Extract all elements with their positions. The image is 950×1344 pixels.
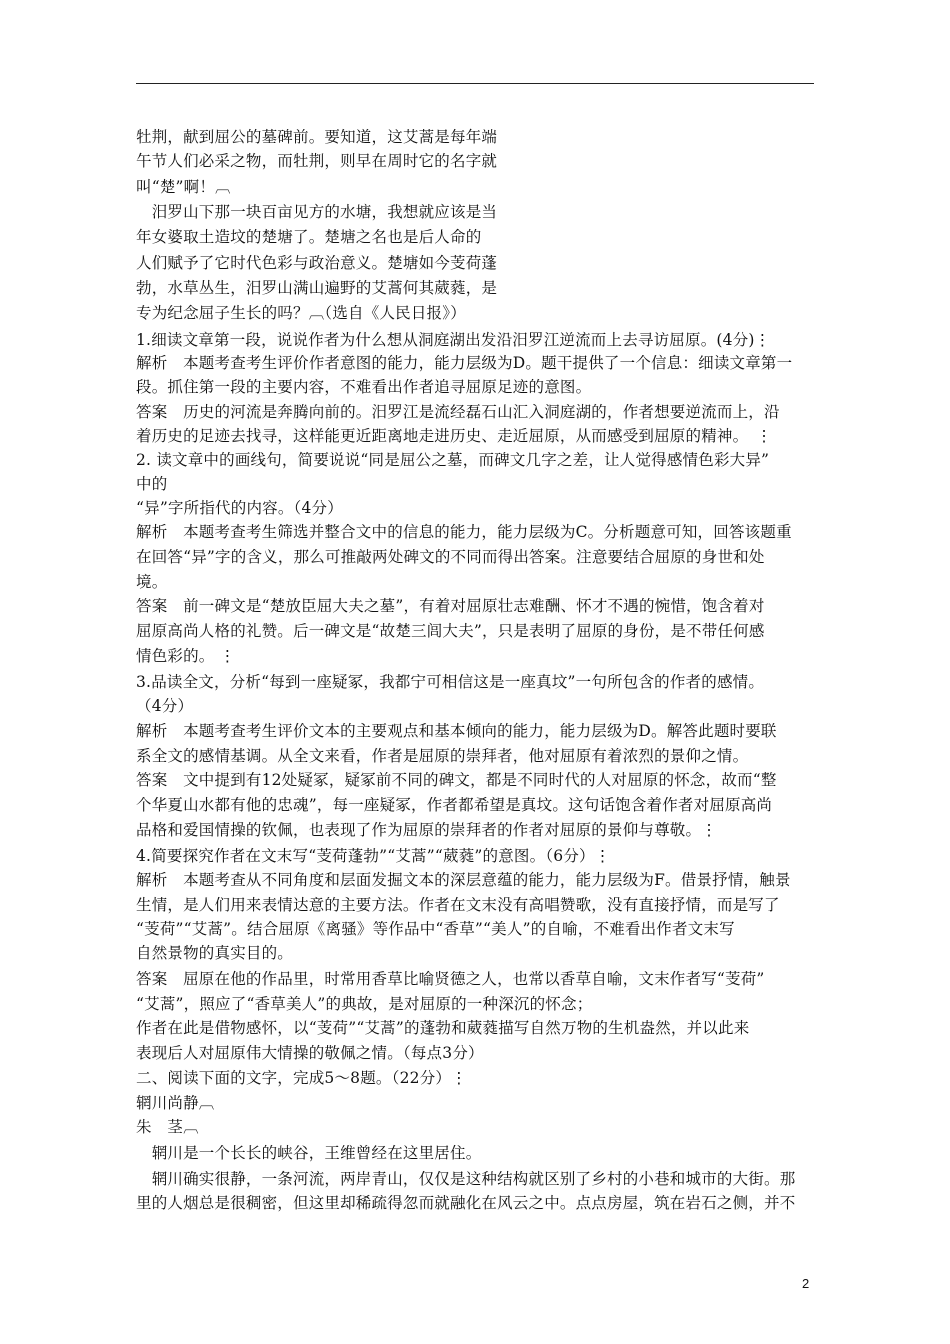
text-line: 里的人烟总是很稠密，但这里却稀疏得忽而就融化在风云之中。点点房屋，筑在岩石之侧，并不 xyxy=(136,1194,796,1212)
page-number: 2 xyxy=(802,1276,810,1291)
header-rule xyxy=(136,83,814,84)
text-line: （4分） xyxy=(136,697,194,715)
text-line: 叫“楚”啊！︹ xyxy=(136,178,231,196)
text-line: 解析 本题考查考生评价文本的主要观点和基本倾向的能力，能力层级为D。解答此题时要联 xyxy=(136,722,777,740)
text-line: 答案 文中提到有12处疑冢，疑冢前不同的碑文，都是不同时代的人对屈原的怀念，故而“整 xyxy=(136,771,777,789)
text-line: 二、阅读下面的文字，完成5～8题。（22分）⋮ xyxy=(136,1069,467,1087)
text-line: 个华夏山水都有他的忠魂”，每一座疑冢，作者都希望是真坟。这句话饱含着作者对屈原高尚 xyxy=(136,796,773,814)
text-line: 着历史的足迹去找寻，这样能更近距离地走进历史、走近屈原，从而感受到屈原的精神。 ⋮ xyxy=(136,427,772,445)
text-line: 自然景物的真实目的。 xyxy=(136,944,294,962)
text-line: 2. 读文章中的画线句，简要说说“同是屈公之墓，而碑文几字之差，让人觉得感情色彩大异” xyxy=(136,451,770,469)
text-line: 辋川尚静︹ xyxy=(136,1094,215,1112)
text-line: 牡荆，献到屈公的墓碑前。要知道，这艾蒿是每年端 xyxy=(136,128,498,146)
text-line: 答案 历史的河流是奔腾向前的。汨罗江是流经磊石山汇入洞庭湖的，作者想要逆流而上，沿 xyxy=(136,403,780,421)
text-line: 段。抓住第一段的主要内容，不难看出作者追寻屈原足迹的意图。 xyxy=(136,378,592,396)
text-line: 解析 本题考查从不同角度和层面发掘文本的深层意蕴的能力，能力层级为F。借景抒情，触景 xyxy=(136,871,791,889)
text-line: 辋川是一个长长的峡谷，王维曾经在这里居住。 xyxy=(136,1144,482,1162)
text-line: 朱 茎︹ xyxy=(136,1118,199,1136)
text-line: 答案 屈原在他的作品里，时常用香草比喻贤德之人，也常以香草自喻，文末作者写“芰荷” xyxy=(136,970,765,988)
text-line: 品格和爱国情操的钦佩，也表现了作为屈原的崇拜者的作者对屈原的景仰与尊敬。⋮ xyxy=(136,821,717,839)
text-line: 生情，是人们用来表情达意的主要方法。作者在文末没有高唱赞歌，没有直接抒情，而是写了 xyxy=(136,896,780,914)
text-line: 表现后人对屈原伟大情操的敬佩之情。（每点3分） xyxy=(136,1044,484,1062)
text-line: 系全文的感情基调。从全文来看，作者是屈原的崇拜者，他对屈原有着浓烈的景仰之情。 xyxy=(136,747,749,765)
text-line: 专为纪念屈子生长的吗？︹（选自《人民日报》） xyxy=(136,304,466,322)
text-line: “芰荷”“艾蒿”。结合屈原《离骚》等作品中“香草”“美人”的自喻，不难看出作者文末写 xyxy=(136,920,735,938)
text-line: 年女婆取土造坟的楚塘了。楚塘之名也是后人命的 xyxy=(136,228,482,246)
text-line: 人们赋予了它时代色彩与政治意义。楚塘如今芰荷蓬 xyxy=(136,254,498,272)
text-line: 汨罗山下那一块百亩见方的水塘，我想就应该是当 xyxy=(136,203,498,221)
text-line: 4.简要探究作者在文末写“芰荷蓬勃”“艾蒿”“葳蕤”的意图。（6分）⋮ xyxy=(136,847,611,865)
text-line: 勃，水草丛生，汨罗山满山遍野的艾蒿何其葳蕤，是 xyxy=(136,279,498,297)
text-line: 中的 xyxy=(136,475,168,493)
text-line: “异”字所指代的内容。（4分） xyxy=(136,499,343,517)
text-line: 1.细读文章第一段，说说作者为什么想从洞庭湖出发沿汨罗江逆流而上去寻访屈原。(4分)⋮ xyxy=(136,331,771,349)
text-line: 答案 前一碑文是“楚放臣屈大夫之墓”，有着对屈原壮志难酬、怀才不遇的惋惜，饱含着对 xyxy=(136,597,765,615)
text-line: 情色彩的。 ⋮ xyxy=(136,647,236,665)
text-line: “艾蒿”，照应了“香草美人”的典故，是对屈原的一种深沉的怀念； xyxy=(136,995,593,1013)
text-line: 3.品读全文，分析“每到一座疑冢，我都宁可相信这是一座真坟”一句所包含的作者的感情。 xyxy=(136,673,765,691)
text-line: 境。 xyxy=(136,573,168,591)
text-line: 解析 本题考查考生评价作者意图的能力，能力层级为D。题干提供了一个信息：细读文章第一 xyxy=(136,354,793,372)
text-line: 辋川确实很静，一条河流，两岸青山，仅仅是这种结构就区别了乡村的小巷和城市的大街。那 xyxy=(136,1170,796,1188)
text-line: 在回答“异”字的含义，那么可推敲两处碑文的不同而得出答案。注意要结合屈原的身世和处 xyxy=(136,548,765,566)
text-line: 午节人们必采之物，而牡荆，则早在周时它的名字就 xyxy=(136,152,498,170)
text-line: 屈原高尚人格的礼赞。后一碑文是“故楚三闾大夫”，只是表明了屈原的身份，是不带任何感 xyxy=(136,622,765,640)
text-line: 作者在此是借物感怀，以“芰荷”“艾蒿”的蓬勃和葳蕤描写自然万物的生机盎然，并以此来 xyxy=(136,1019,750,1037)
text-line: 解析 本题考查考生筛选并整合文中的信息的能力，能力层级为C。分析题意可知，回答该题重 xyxy=(136,523,792,541)
